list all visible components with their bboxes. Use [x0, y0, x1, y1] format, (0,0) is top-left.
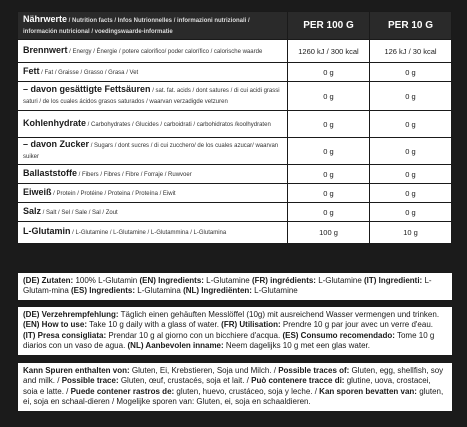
- table-row: [18, 203, 452, 222]
- allergens-fr-text: Gluten, œuf, crustacés, soja et lait. /: [118, 376, 252, 386]
- row-value-10g: 0 g: [370, 165, 452, 184]
- header-title: Nährwerte: [23, 13, 68, 24]
- row-name: [18, 63, 288, 82]
- ingredients-section: [17, 272, 453, 301]
- row-name: [18, 82, 288, 111]
- row-name-main: – davon gesättigte Fettsäuren: [23, 84, 151, 94]
- row-name: [18, 184, 288, 203]
- row-name: [18, 111, 288, 138]
- row-name-main: Brennwert: [23, 44, 68, 55]
- ingredients-es-label: (ES) Ingredients:: [71, 286, 136, 296]
- row-name-sub: / Sugars / dont sucres / di cui zucchero/ de los cuales azucar/ waarvan suiker: [23, 143, 279, 160]
- row-value-10g: 10 g: [370, 222, 452, 244]
- row-name-main: Salz: [23, 205, 42, 216]
- row-name: [18, 138, 288, 165]
- usage-de-label: (DE) Verzehrempfehlung:: [23, 310, 119, 319]
- allergens-nl-label: Kan sporen bevatten van:: [319, 386, 417, 396]
- ingredients-it-label: (IT) Ingredienti:: [364, 276, 423, 285]
- ingredients-de-label: (DE) Zutaten:: [23, 276, 74, 285]
- usage-fr-label: (FR) Utilisation:: [221, 320, 281, 330]
- allergens-it-text: glutine, uova, crostacei, soia e latte. /: [23, 376, 431, 396]
- row-name-sub: / sat. fat. acids / dont satures / di cui acidi grassi saturi / de los cuales ácidos grasos saturados / waarvan verzadigde vetzuren: [23, 88, 280, 105]
- row-value-100g: 0 g: [288, 111, 370, 138]
- usage-it-label: (IT) Presa consigliata:: [23, 330, 107, 340]
- ingredients-it-text: L-Glutam-mina: [23, 276, 432, 296]
- row-name-main: – davon Zucker: [23, 139, 90, 149]
- row-name-sub: / Protein / Protéine / Proteina / Proteína / Eiwit: [51, 190, 176, 197]
- allergens-es-label: Puede contener rastros de:: [70, 386, 175, 396]
- row-value-10g: 126 kJ / 30 kcal: [370, 40, 452, 63]
- ingredients-fr-label: (FR) ingrédients:: [251, 276, 316, 285]
- nutrition-table: [17, 11, 452, 244]
- row-name-sub: / L-Glutamine / L-Glutamine / L-Glutammina / L-Glutamina: [70, 230, 227, 236]
- allergens-en-label: Possible traces of:: [278, 366, 350, 375]
- table-row: [18, 222, 452, 244]
- table-row: [18, 184, 452, 203]
- row-value-100g: 0 g: [288, 138, 370, 165]
- row-name: [18, 203, 288, 222]
- row-value-100g: 100 g: [288, 222, 370, 244]
- ingredients-de-text: 100% L-Glutamin: [73, 276, 140, 285]
- allergens-es-text: gluten, huevo, crustáceo, soja y leche. /: [174, 386, 320, 396]
- row-value-100g: 0 g: [288, 165, 370, 184]
- usage-fr-text: Prendre 10 g par jour avec un verre d'eau.: [280, 320, 433, 330]
- row-value-10g: 0 g: [370, 63, 452, 82]
- ingredients-en-text: L-Glutamine: [203, 276, 252, 285]
- usage-it-text: Prendar 10 g al giorno con un bicchiere d'acqua.: [106, 330, 283, 340]
- ingredients-en-label: (EN) Ingredients:: [139, 276, 204, 285]
- allergens-section: [17, 362, 453, 412]
- ingredients-es-text: L-Glutamina: [135, 286, 184, 296]
- ingredients-nl-text: L-Glutamine: [251, 286, 298, 296]
- row-value-100g: 0 g: [288, 63, 370, 82]
- row-name: [18, 40, 288, 63]
- usage-nl-text: Neem dagelijks 10 g met een glas water.: [223, 341, 370, 351]
- table-row: [18, 63, 452, 82]
- row-value-100g: 0 g: [288, 184, 370, 203]
- row-name-sub: / Energy / Énergie / potere calorifico/ poder calorífico / calorische waarde: [67, 48, 263, 55]
- row-value-10g: 0 g: [370, 184, 452, 203]
- usage-section: [17, 306, 453, 356]
- header-title-sub: / Nutrition facts / Infos Nutrionnelles / informazioni nutrizionali / información nutricional / voedingswaarde-informatie: [23, 17, 250, 35]
- row-name-sub: / Carbohydrates / Glucides / carboidrati / carbohidratos /koolhydraten: [86, 121, 271, 128]
- row-name-sub: / Fibers / Fibres / Fibre / Forraje / Ruwvoer: [77, 171, 192, 178]
- row-value-100g: 1260 kJ / 300 kcal: [288, 40, 370, 63]
- allergens-nl-text: gluten, ei, soja en schaal-dieren / Mogelijke sporen van: Gluten, ei, soja en schaaldieren.: [23, 386, 444, 407]
- row-name-main: Eiweiß: [23, 186, 52, 197]
- table-row: [18, 82, 452, 111]
- usage-en-text: Take 10 g daily with a glass of water.: [87, 320, 222, 330]
- allergens-en-text: Gluten, egg, shellfish, soy and milk. /: [23, 366, 444, 386]
- row-name-main: Ballaststoffe: [23, 167, 78, 178]
- allergens-de-label: Kann Spuren enthalten von:: [23, 366, 130, 375]
- row-name-sub: / Salt / Sel / Sale / Sal / Zout: [41, 209, 118, 216]
- ingredients-fr-text: L-Glutamine: [315, 276, 364, 285]
- table-row: [18, 165, 452, 184]
- row-value-100g: 0 g: [288, 82, 370, 111]
- usage-nl-label: (NL) Aanbevolen inname:: [127, 341, 224, 351]
- allergens-it-label: Può contenere tracce di:: [251, 376, 345, 386]
- usage-de-text: Täglich einen gehäuften Messlöffel (10g) mit ausreichend Wasser vermengen und trinken.: [118, 310, 440, 319]
- usage-es-text: Tome 10 g diarios con un vaso de agua.: [23, 330, 435, 351]
- ingredients-nl-label: (NL) Ingrediënten:: [183, 286, 252, 296]
- usage-en-label: (EN) How to use:: [23, 320, 87, 330]
- usage-es-label: (ES) Consumo recomendado:: [282, 330, 395, 340]
- table-row: [18, 40, 452, 63]
- row-name-main: L-Glutamin: [23, 226, 71, 236]
- row-value-10g: 0 g: [370, 82, 452, 111]
- header-per10: PER 10 G: [370, 12, 452, 40]
- row-name-sub: / Fat / Graisse / Grasso / Grasa / Vet: [39, 69, 139, 76]
- row-name-main: Fett: [23, 65, 40, 76]
- allergens-fr-label: Possible trace:: [61, 376, 119, 386]
- table-row: [18, 138, 452, 165]
- row-value-10g: 0 g: [370, 111, 452, 138]
- header-per100: PER 100 G: [288, 12, 370, 40]
- row-name: [18, 222, 288, 244]
- allergens-de-text: Gluten, Ei, Krebstieren, Soja und Milch. /: [129, 366, 279, 375]
- row-value-10g: 0 g: [370, 203, 452, 222]
- header-label: [18, 12, 288, 40]
- row-name-main: Kohlenhydrate: [23, 117, 87, 128]
- table-row: [18, 111, 452, 138]
- row-value-10g: 0 g: [370, 138, 452, 165]
- table-header: [18, 12, 452, 40]
- row-name: [18, 165, 288, 184]
- row-value-100g: 0 g: [288, 203, 370, 222]
